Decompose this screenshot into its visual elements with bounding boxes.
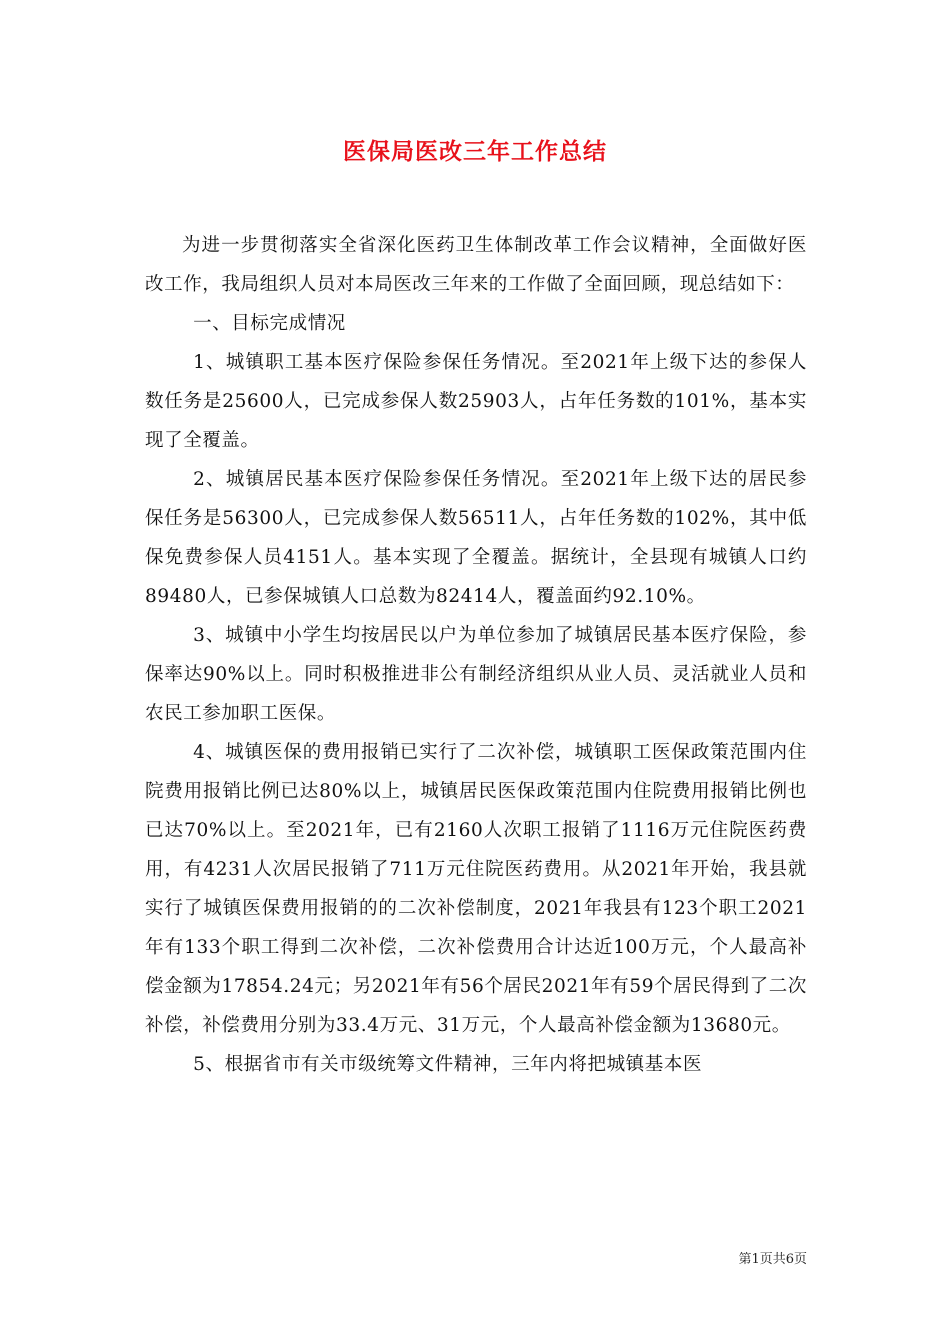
document-body — [145, 226, 807, 1084]
page-number-label: 第1页共6页 — [738, 1252, 807, 1267]
page-number — [738, 1248, 807, 1267]
paragraph-item-5: 5、根据省市有关市级统筹文件精神，三年内将把城镇基本医 — [193, 1054, 703, 1075]
paragraph-intro: 为进一步贯彻落实全省深化医药卫生体制改革工作会议精神，全面做好医改工作，我局组织人员对本局医改三年来的工作做了全面回顾，现总结如下： — [145, 235, 807, 295]
paragraph-item-4: 4、城镇医保的费用报销已实行了二次补偿，城镇职工医保政策范围内住院费用报销比例已达80%以上，城镇居民医保政策范围内住院费用报销比例也已达70%以上。至2021年，已有2160人次职工报销了1116万元住院医药费用，有4231人次居民报销了711万元住院医药费用。从2021年开始，我县就实行了城镇医保费用报销的的二次补偿制度，2021年我县有123个职工2021年有133个职工得到二次补偿，二次补偿费用合计达近100万元，个人最高补偿金额为17854.24元；另2021年有56个居民2021年有59个居民得到了二次补偿，补偿费用分别为33.4万元、31万元，个人最高补偿金额为13680元。 — [145, 742, 807, 1036]
paragraph-item-2: 2、城镇居民基本医疗保险参保任务情况。至2021年上级下达的居民参保任务是56300人，已完成参保人数56511人，占年任务数的102%，其中低保免费参保人员4151人。基本实现了全覆盖。据统计，全县现有城镇人口约89480人，已参保城镇人口总数为82414人，覆盖面约92.10%。 — [145, 469, 807, 607]
paragraph-item-3: 3、城镇中小学生均按居民以户为单位参加了城镇居民基本医疗保险，参保率达90%以上。同时积极推进非公有制经济组织从业人员、灵活就业人员和农民工参加职工医保。 — [145, 625, 807, 724]
paragraph-item-1: 1、城镇职工基本医疗保险参保任务情况。至2021年上级下达的参保人数任务是25600人，已完成参保人数25903人，占年任务数的101%，基本实现了全覆盖。 — [145, 352, 807, 451]
section-heading: 一、目标完成情况 — [193, 313, 346, 334]
document-title: 医保局医改三年工作总结 — [343, 138, 607, 165]
